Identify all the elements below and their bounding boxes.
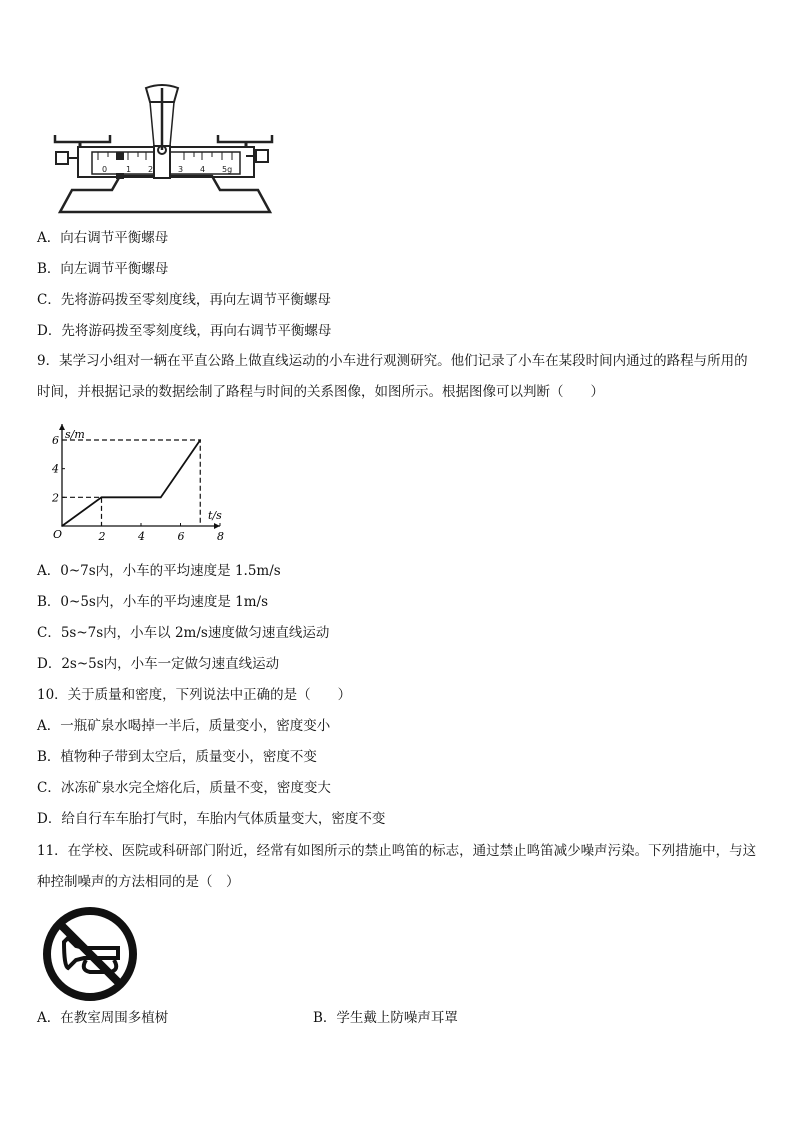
series-point-2 <box>160 497 162 499</box>
q8-option-a: A．向右调节平衡螺母 <box>37 230 169 246</box>
series-point-1 <box>101 497 103 499</box>
q8-option-b: B．向左调节平衡螺母 <box>37 261 169 277</box>
q8-option-c: C．先将游码拨至零刻度线，再向左调节平衡螺母 <box>37 292 331 308</box>
x-tick-label-0: 2 <box>98 530 106 543</box>
q9-option-a: A．0~7s内，小车的平均速度是 1.5m/s <box>37 563 281 579</box>
st-chart <box>50 422 230 546</box>
q10-option-b: B．植物种子带到太空后，质量变小，密度不变 <box>37 749 317 765</box>
series-point-0 <box>61 525 63 527</box>
q9-stem: 9．某学习小组对一辆在平直公路上做直线运动的小车进行观测研究。他们记录了小车在某段时间内通过的路程与所用的时间，并根据记录的数据绘制了路程与时间的关系图像，如图所示。根据图像可以判断（ ） <box>37 353 748 400</box>
q11-stem: 11．在学校、医院或科研部门附近，经常有如图所示的禁止鸣笛的标志，通过禁止鸣笛减少噪声污染。下列措施中，与这种控制噪声的方法相同的是（ ） <box>37 843 757 890</box>
ruler-tick-1: 1 <box>126 165 132 174</box>
x-tick-label-2: 6 <box>177 530 185 543</box>
y-axis-label: s/m <box>65 428 85 441</box>
y-tick-label-2: 6 <box>52 434 59 447</box>
x-tick-label-1: 4 <box>138 530 145 543</box>
x-axis-arrow <box>214 523 220 529</box>
ruler-tick-5: 5g <box>222 165 233 174</box>
origin-label: O <box>53 528 63 541</box>
x-axis-label: t/s <box>208 509 222 522</box>
ruler-tick-2: 2 <box>148 165 154 174</box>
q9-option-d: D．2s~5s内，小车一定做匀速直线运动 <box>37 656 280 672</box>
series-line-0 <box>62 440 200 526</box>
ruler-tick-0: 0 <box>102 165 108 174</box>
q10-option-a: A．一瓶矿泉水喝掉一半后，质量变小，密度变小 <box>37 718 331 734</box>
balance-scale-figure <box>50 80 280 216</box>
no-honking-sign-icon <box>40 904 140 1004</box>
q11-option-a: A．在教室周围多植树 <box>37 1010 169 1026</box>
q9-option-b: B．0~5s内，小车的平均速度是 1m/s <box>37 594 268 610</box>
q10-option-d: D．给自行车车胎打气时，车胎内气体质量变大，密度不变 <box>37 811 386 827</box>
series-point-3 <box>199 439 201 441</box>
ruler-tick-3: 3 <box>178 165 184 174</box>
x-tick-label-3: 8 <box>217 530 224 543</box>
y-tick-label-0: 2 <box>52 491 59 505</box>
y-axis-arrow <box>59 424 65 430</box>
q10-stem: 10．关于质量和密度，下列说法中正确的是（ ） <box>37 687 352 703</box>
q9-option-c: C．5s~7s内，小车以 2m/s速度做匀速直线运动 <box>37 625 330 641</box>
ruler-tick-4: 4 <box>200 165 206 174</box>
dashed-guide-1 <box>62 440 200 526</box>
y-tick-label-1: 4 <box>52 462 59 476</box>
q8-option-d: D．先将游码拨至零刻度线，再向右调节平衡螺母 <box>37 323 332 339</box>
q11-option-b: B．学生戴上防噪声耳罩 <box>313 1010 458 1026</box>
q10-option-c: C．冰冻矿泉水完全熔化后，质量不变，密度变大 <box>37 780 331 796</box>
